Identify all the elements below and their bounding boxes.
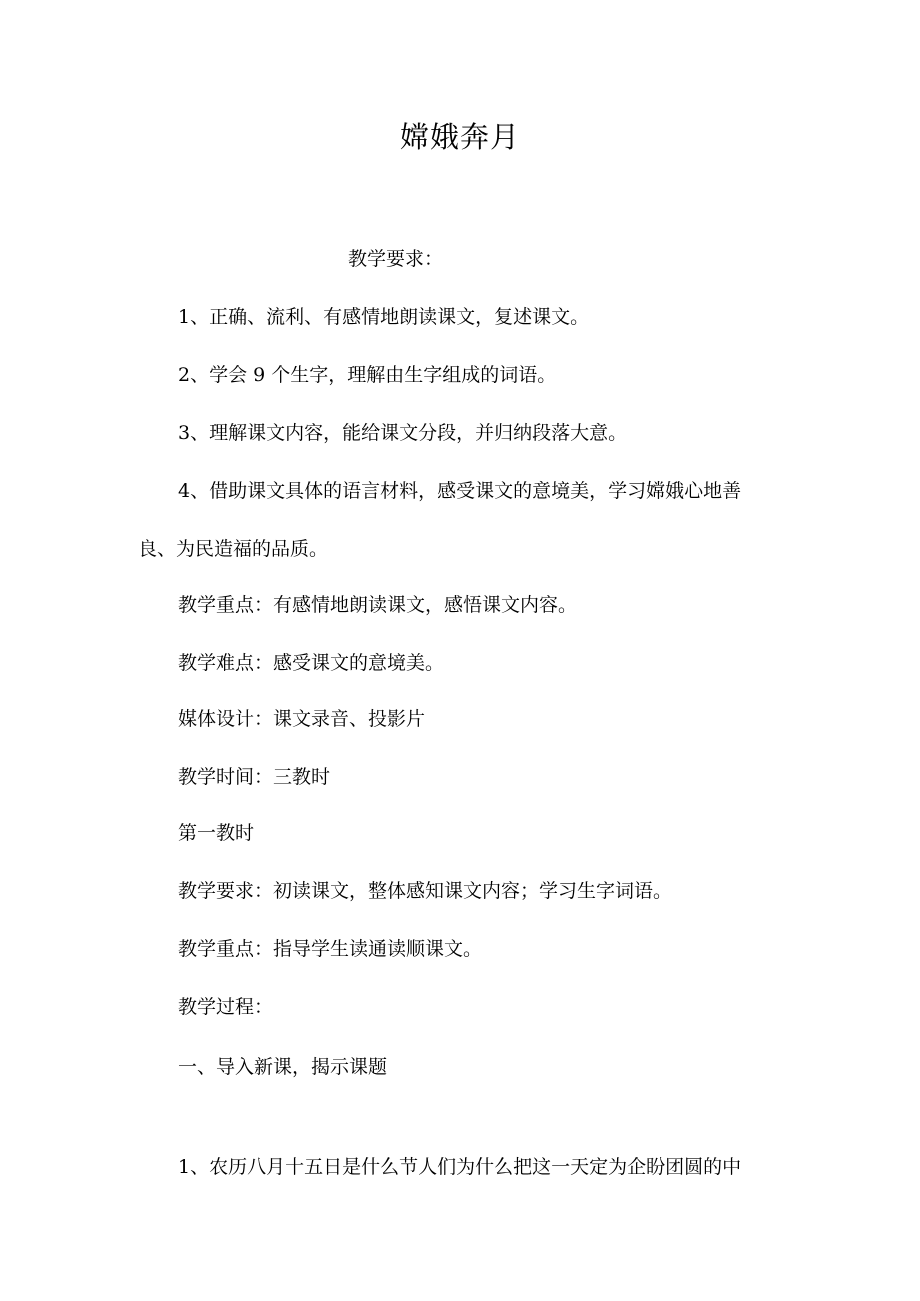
process-item-1: 1、农历八月十五日是什么节人们为什么把这一天定为企盼团圆的中 [178, 1156, 742, 1178]
media-design: 媒体设计：课文录音、投影片 [178, 708, 426, 730]
section-one-heading: 一、导入新课，揭示课题 [178, 1056, 388, 1078]
requirement-item-4: 4、借助课文具体的语言材料，感受课文的意境美，学习嫦娥心地善 [178, 480, 742, 502]
teaching-focus: 教学重点：有感情地朗读课文，感悟课文内容。 [178, 594, 578, 616]
teaching-difficulty: 教学难点：感受课文的意境美。 [178, 652, 445, 674]
first-lesson-focus: 教学重点：指导学生读通读顺课文。 [178, 938, 483, 960]
first-lesson-requirements: 教学要求：初读课文，整体感知课文内容；学习生字词语。 [178, 880, 673, 902]
requirement-item-4-continued: 良、为民造福的品质。 [138, 538, 329, 560]
teaching-process-heading: 教学过程： [178, 996, 274, 1018]
requirement-item-1: 1、正确、流利、有感情地朗读课文，复述课文。 [178, 306, 590, 328]
requirement-item-3: 3、理解课文内容，能给课文分段，并归纳段落大意。 [178, 422, 628, 444]
requirement-item-2: 2、学会 9 个生字，理解由生字组成的词语。 [178, 364, 557, 386]
teaching-requirements-heading: 教学要求： [348, 248, 444, 270]
first-lesson-heading: 第一教时 [178, 822, 255, 844]
document-title: 嫦娥奔月 [399, 120, 520, 154]
teaching-time: 教学时间：三教时 [178, 766, 331, 788]
